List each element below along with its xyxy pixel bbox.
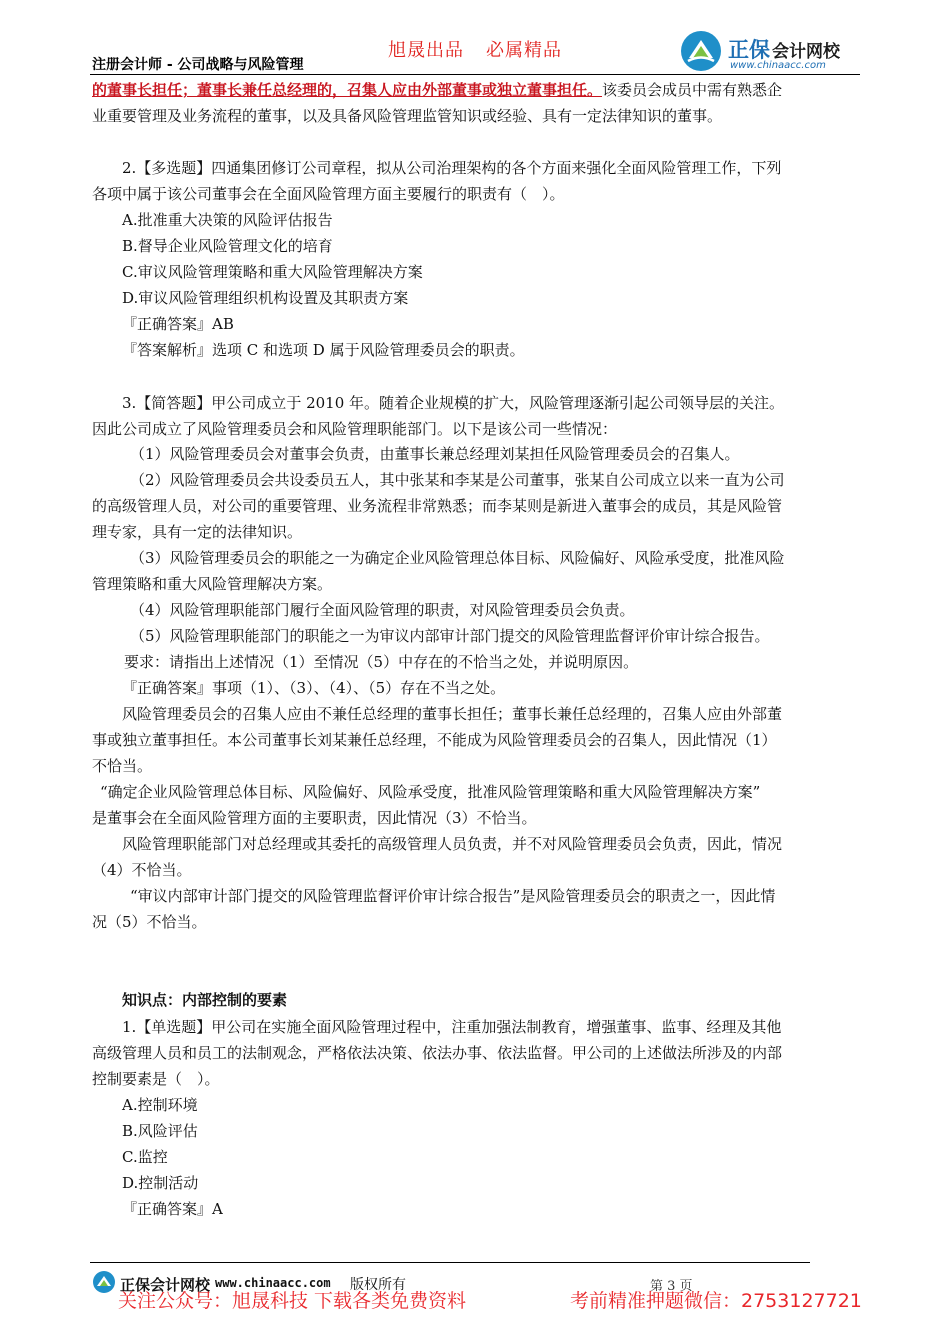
q2-option-a: A.批准重大决策的风险评估报告 xyxy=(122,211,333,229)
header-divider xyxy=(90,74,860,75)
footer-divider xyxy=(90,1262,810,1263)
intro-line-2: 业重要管理及业务流程的董事，以及具备风险管理监管知识或经验、具有一定法律知识的董事。 xyxy=(92,107,723,125)
q3-line: 不恰当。 xyxy=(92,757,153,775)
logo-emblem-icon xyxy=(680,30,722,72)
watermark-left: 关注公众号：旭晟科技 下载各类免费资料 xyxy=(118,1290,467,1312)
q3-answer: 『正确答案』事项（1）、（3）、（4）、（5）存在不当之处。 xyxy=(122,679,506,697)
intro-line-1 xyxy=(92,80,782,100)
watermark-right: 考前精准押题微信：2753127721 xyxy=(570,1290,862,1312)
q3-line: 因此公司成立了风险管理委员会和风险管理职能部门。以下是该公司一些情况： xyxy=(92,420,618,438)
q3-line: 的高级管理人员，对公司的重要管理、业务流程非常熟悉；而李某则是新进入董事会的成员，其是风险管 xyxy=(92,497,783,515)
slogan-right: 必属精品 xyxy=(486,40,562,61)
chinaacc-logo xyxy=(680,30,880,76)
kp-answer: 『正确答案』A xyxy=(122,1200,223,1218)
intro-rest: 该委员会成员中需有熟悉企 xyxy=(602,81,783,99)
q3-line: （4）不恰当。 xyxy=(92,861,192,879)
course-subtitle: 注册会计师 - 公司战略与风险管理 xyxy=(92,57,304,73)
kp-option-a: A.控制环境 xyxy=(122,1096,198,1114)
footer-logo-icon xyxy=(92,1270,116,1294)
logo-url: www.chinaacc.com xyxy=(730,60,826,71)
footer-brand: 正保会计网校 xyxy=(120,1276,211,1294)
q2-option-c: C.审议风险管理策略和重大风险管理解决方案 xyxy=(122,263,423,281)
q3-line: 管理策略和重大风险管理解决方案。 xyxy=(92,575,333,593)
q3-line: “审议内部审计部门提交的风险管理监督评价审计综合报告”是风险管理委员会的职责之一，因此情 xyxy=(130,887,776,905)
intro-highlight: 的董事长担任；董事长兼任总经理的，召集人应由外部董事或独立董事担任。 xyxy=(92,81,603,99)
q3-line: 理专家，具有一定的法律知识。 xyxy=(92,523,303,541)
logo-name: 正保 xyxy=(728,38,770,62)
q3-line: （2）风险管理委员会共设委员五人，其中张某和李某是公司董事，张某自公司成立以来一直为公司 xyxy=(130,471,785,489)
q2-analysis: 『答案解析』选项 C 和选项 D 属于风险管理委员会的职责。 xyxy=(122,341,525,359)
q2-stem-line-2: 各项中属于该公司董事会在全面风险管理方面主要履行的职责有（ ）。 xyxy=(92,185,565,203)
kp-q1-line: 高级管理人员和员工的法制观念，严格依法决策、依法办事、依法监督。甲公司的上述做法所涉及的内部 xyxy=(92,1044,783,1062)
q3-line: “确定企业风险管理总体目标、风险偏好、风险承受度，批准风险管理策略和重大风险管理解决方案” xyxy=(100,783,761,801)
kp-option-c: C.监控 xyxy=(122,1148,168,1166)
q3-line: 事或独立董事担任。本公司董事长刘某兼任总经理，不能成为风险管理委员会的召集人，因此情况（1） xyxy=(92,731,777,749)
q3-line: 是董事会在全面风险管理方面的主要职责，因此情况（3）不恰当。 xyxy=(92,809,537,827)
footer-url: www.chinaacc.com xyxy=(215,1276,331,1290)
q3-line: （3）风险管理委员会的职能之一为确定企业风险管理总体目标、风险偏好、风险承受度，批准风险 xyxy=(130,549,785,567)
section-heading: 知识点：内部控制的要素 xyxy=(122,991,288,1009)
header-slogan xyxy=(388,36,562,62)
q3-line: 风险管理职能部门对总经理或其委托的高级管理人员负责，并不对风险管理委员会负责，因此，情况 xyxy=(122,835,783,853)
q2-option-d: D.审议风险管理组织机构设置及其职责方案 xyxy=(122,289,409,307)
q3-line: 3.【简答题】甲公司成立于 2010 年。随着企业规模的扩大，风险管理逐渐引起公司领导层的关注。 xyxy=(122,394,785,412)
page-number: 第 3 页 xyxy=(650,1279,693,1294)
q2-option-b: B.督导企业风险管理文化的培育 xyxy=(122,237,333,255)
q3-line: （5）风险管理职能部门的职能之一为审议内部审计部门提交的风险管理监督评价审计综合报告。 xyxy=(130,627,770,645)
q2-answer: 『正确答案』AB xyxy=(122,315,234,333)
q3-line: 况（5）不恰当。 xyxy=(92,913,207,931)
q3-requirement: 要求：请指出上述情况（1）至情况（5）中存在的不恰当之处，并说明原因。 xyxy=(124,653,639,671)
logo-suffix: 会计网校 xyxy=(772,42,840,62)
slogan-left: 旭晟出品 xyxy=(388,40,464,61)
q2-stem-line-1: 2.【多选题】四通集团修订公司章程，拟从公司治理架构的各个方面来强化全面风险管理工作，下列 xyxy=(122,159,782,177)
footer-rights: 版权所有 xyxy=(350,1277,406,1293)
q3-line: （1）风险管理委员会对董事会负责，由董事长兼总经理刘某担任风险管理委员会的召集人。 xyxy=(130,445,740,463)
q3-line: 风险管理委员会的召集人应由不兼任总经理的董事长担任；董事长兼任总经理的，召集人应由外部董 xyxy=(122,705,783,723)
q3-line: （4）风险管理职能部门履行全面风险管理的职责，对风险管理委员会负责。 xyxy=(130,601,635,619)
kp-q1-line: 1.【单选题】甲公司在实施全面风险管理过程中，注重加强法制教育，增强董事、监事、经理及其他 xyxy=(122,1018,782,1036)
kp-option-b: B.风险评估 xyxy=(122,1122,198,1140)
kp-q1-line: 控制要素是（ ）。 xyxy=(92,1070,220,1088)
kp-option-d: D.控制活动 xyxy=(122,1174,199,1192)
